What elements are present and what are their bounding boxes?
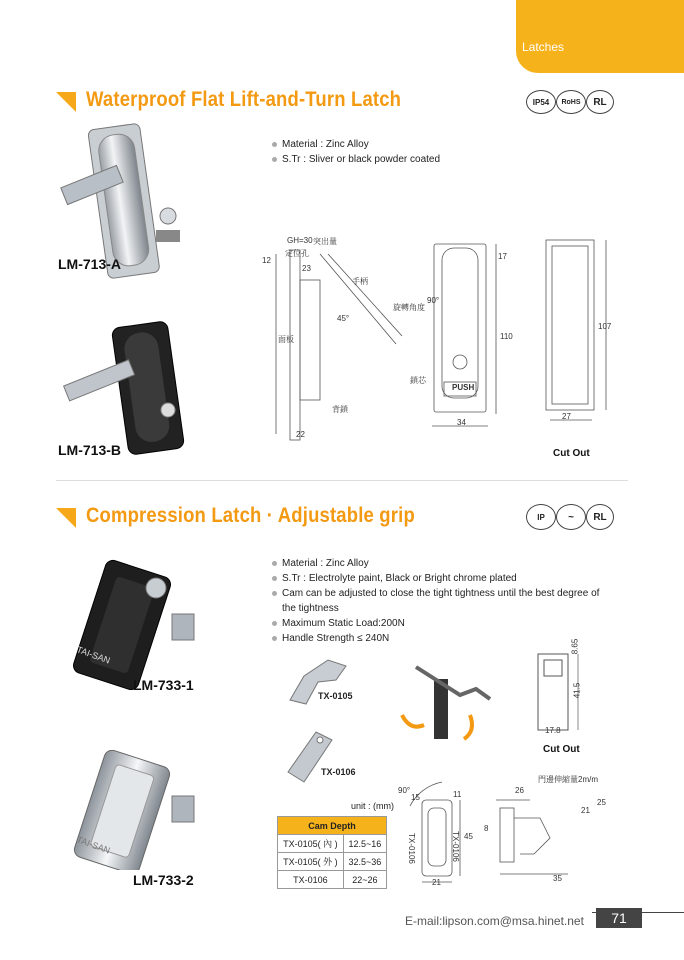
bullet-material: Material : Zinc Alloy xyxy=(272,137,532,152)
part-tx-0105: TX-0105 xyxy=(318,691,353,701)
lm-733-2-image xyxy=(58,750,208,870)
rl-badge: RL xyxy=(586,90,614,114)
rl-badge-2: RL xyxy=(586,504,614,530)
table-cell: 22~26 xyxy=(343,871,386,889)
ip54-badge: IP54 xyxy=(526,90,556,114)
cam-tx-0106-image xyxy=(282,726,342,786)
lm-713-b-image xyxy=(60,318,210,458)
title-marker-icon xyxy=(56,92,76,112)
section1-cutout-label: Cut Out xyxy=(553,448,590,459)
section1-title: Waterproof Flat Lift-and-Turn Latch xyxy=(86,88,402,111)
section2-bullets xyxy=(272,556,612,646)
dim-22: 22 xyxy=(296,430,305,439)
label-lock-core: 鎖芯 xyxy=(410,376,426,385)
label-rotation-angle: 旋轉角度 xyxy=(393,303,425,312)
dim-90deg-2: 90° xyxy=(398,786,411,795)
dim-11: 11 xyxy=(453,790,462,799)
dim-21-side: 21 xyxy=(581,806,590,815)
table-cell: 32.5~36 xyxy=(343,853,386,871)
model-lm-713-b: LM-713-B xyxy=(58,442,122,458)
bullet-material-2: Material : Zinc Alloy xyxy=(272,556,612,571)
handle-brand-1: TAI-SAN xyxy=(75,644,112,666)
tx-0106-label-right: TX-0106 xyxy=(450,831,460,862)
section2-title: Compression Latch · Adjustable grip xyxy=(86,504,415,527)
rotation-illustration xyxy=(380,655,500,750)
section-tab xyxy=(516,0,684,73)
dim-41-5: 41.5 xyxy=(572,682,582,699)
table-cell: 12.5~16 xyxy=(343,835,386,853)
part-tx-0106: TX-0106 xyxy=(321,767,356,777)
bullet-finish: S.Tr : Sliver or black powder coated xyxy=(272,152,532,167)
cam-depth-table xyxy=(277,816,387,889)
model-lm-713-a: LM-713-A xyxy=(58,256,122,272)
dim-8-65: 8.65 xyxy=(570,638,580,655)
label-handle: 手柄 xyxy=(352,277,368,286)
page-number: 71 xyxy=(596,908,642,928)
dim-25: 25 xyxy=(597,798,606,807)
bullet-strength: Handle Strength ≤ 240N xyxy=(272,631,612,646)
cam-depth-header: Cam Depth xyxy=(278,817,387,835)
section1-bullets xyxy=(272,137,532,167)
dim-107: 107 xyxy=(598,322,612,331)
dim-45: 45 xyxy=(464,832,473,841)
label-back-lock: 背鎖 xyxy=(332,405,348,414)
dim-23: 23 xyxy=(302,264,311,273)
cam-tx-0105-image xyxy=(284,656,354,712)
table-cell: TX-0105( 內 ) xyxy=(278,835,344,853)
dim-34: 34 xyxy=(457,418,466,427)
label-positioning-hole: 定位孔 xyxy=(285,249,309,258)
dim-17-8: 17.8 xyxy=(545,726,561,735)
table-row xyxy=(278,835,387,853)
section2-technical-drawing xyxy=(400,778,600,888)
dim-21: 21 xyxy=(432,878,441,887)
section-divider xyxy=(56,480,628,481)
ip-badge: IP xyxy=(526,504,556,530)
rohs-badge: RoHS xyxy=(556,90,586,114)
table-row xyxy=(278,853,387,871)
dim-26: 26 xyxy=(515,786,524,795)
handle-brand-2: TAI-SAN xyxy=(75,834,112,856)
dim-45deg: 45° xyxy=(337,314,350,323)
dim-110: 110 xyxy=(500,332,513,341)
dim-17: 17 xyxy=(498,252,507,261)
tx-0106-label-left: TX-0106 xyxy=(406,833,416,864)
section1-technical-drawing xyxy=(256,234,626,454)
unit-label: unit : (mm) xyxy=(351,801,395,811)
label-protrusion: 突出量 xyxy=(313,237,337,246)
section-tab-label: Latches xyxy=(522,40,565,54)
door-edge-note: 門邊伸縮量2m/m xyxy=(538,775,598,784)
dim-27: 27 xyxy=(562,412,571,421)
dim-gh: GH=30 xyxy=(287,236,313,245)
title-marker-icon-2 xyxy=(56,508,76,528)
bullet-load: Maximum Static Load:200N xyxy=(272,616,612,631)
dim-12: 12 xyxy=(262,256,271,265)
dim-90deg: 90° xyxy=(427,296,440,305)
model-lm-733-2: LM-733-2 xyxy=(133,872,194,888)
water-badge: ~ xyxy=(556,504,586,530)
bullet-finish-2: S.Tr : Electrolyte paint, Black or Bright chrome plated xyxy=(272,571,612,586)
lm-733-1-image xyxy=(58,550,208,690)
section2-cutout-drawing xyxy=(534,648,590,738)
dim-15: 15 xyxy=(411,793,420,802)
push-label: PUSH xyxy=(452,383,475,392)
model-lm-733-1: LM-733-1 xyxy=(133,677,194,693)
label-panel: 面板 xyxy=(278,335,294,344)
dim-35: 35 xyxy=(553,874,562,883)
section2-cutout-label: Cut Out xyxy=(543,744,580,755)
table-cell: TX-0106 xyxy=(278,871,344,889)
footer-email: E-mail:lipson.com@msa.hinet.net xyxy=(405,914,584,928)
bullet-cam: Cam can be adjusted to close the tight tightness until the best degree of the tightness xyxy=(272,586,612,616)
dim-8: 8 xyxy=(484,824,489,833)
table-row xyxy=(278,871,387,889)
table-cell: TX-0105( 外 ) xyxy=(278,853,344,871)
